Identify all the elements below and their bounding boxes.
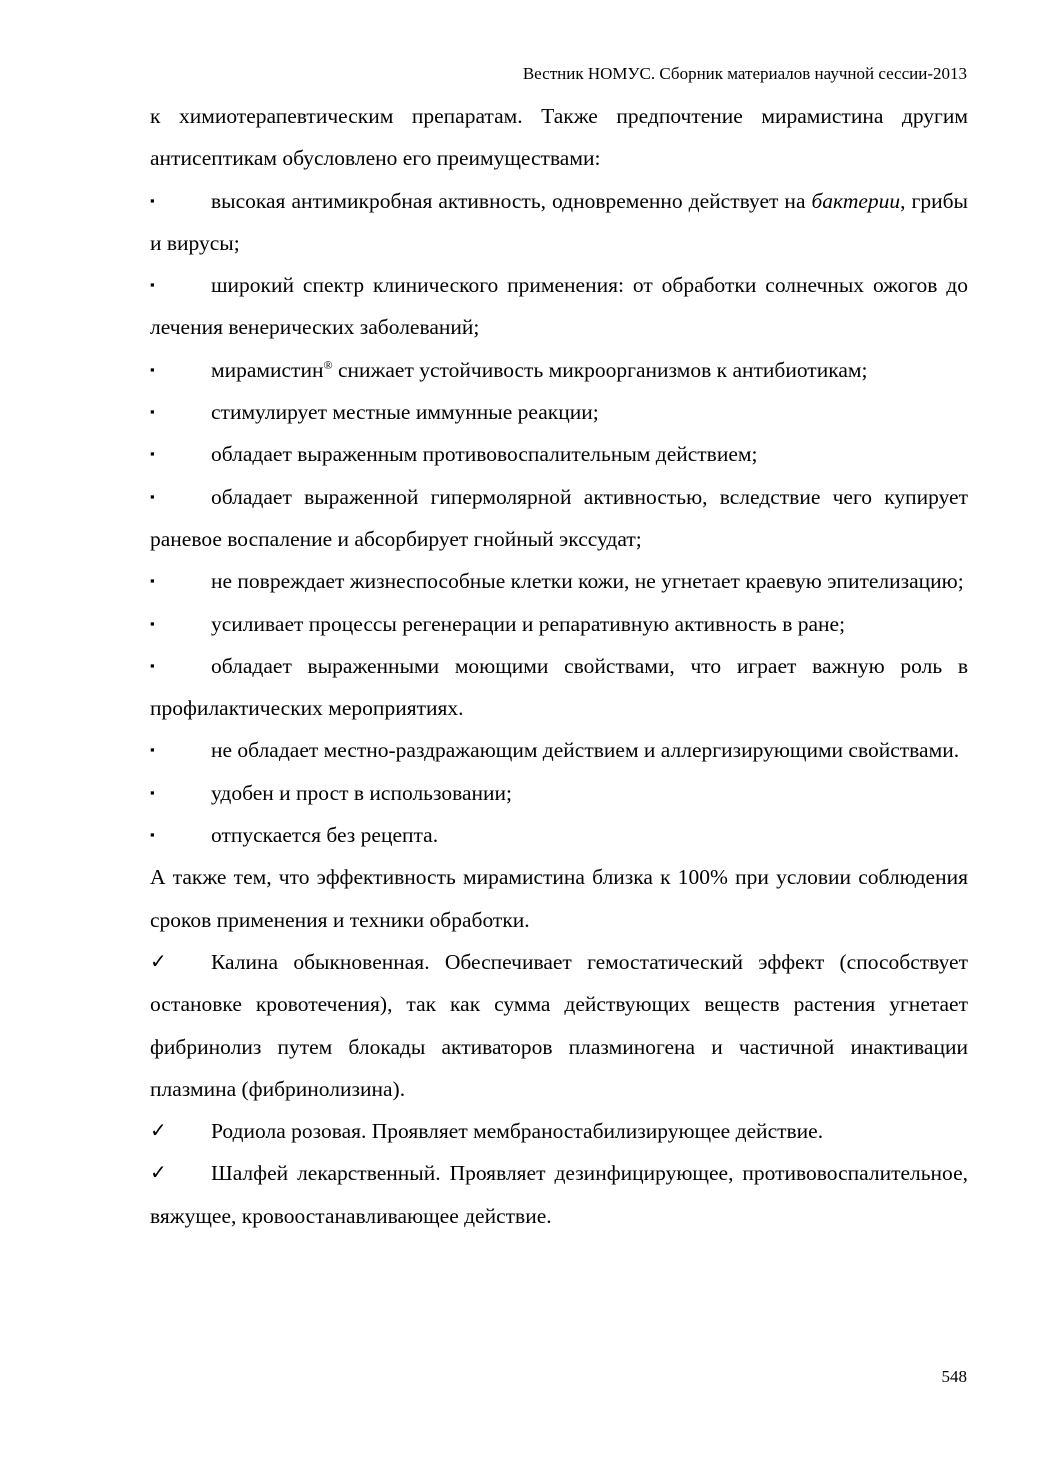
bullet-square-icon: ▪ [150,277,155,293]
item-text: снижает устойчивость микроорганизмов к антибиотикам; [332,357,868,382]
running-header: Вестник НОМУС. Сборник материалов научной сессии-2013 [522,64,967,83]
checkmark-icon: ✓ [150,1120,167,1143]
item-text: не повреждает жизнеспособные клетки кожи, не угнетает краевую эпителизацию; [211,569,964,594]
bullet-square-icon: ▪ [150,192,155,208]
check-item-rhodiola [150,1110,968,1152]
item-text: обладает выраженной гипермолярной активностью, вследствие чего купирует раневое воспаление и абсорбирует гнойный экссудат; [150,484,968,551]
check-item-sage [150,1152,968,1237]
list-item-antimicrobial [150,180,968,265]
item-text: обладает выраженными моющими свойствами, что играет важную роль в профилактических мероприятиях. [150,653,968,721]
bullet-square-icon: ▪ [150,615,155,631]
item-text: Калина обыкновенная. Обеспечивает гемостатический эффект (способствует остановке кровотечения), так как сумма действующих веществ растения угнетает фибринолиз путем блокады активаторов плазминогена и частичной инактивации плазмина (фибринолизина). [150,949,968,1101]
item-text: , грибы и вирусы; [150,188,968,255]
list-item-convenient [150,772,968,814]
efficacy-paragraph: А также тем, что эффективность мирамистина близка к 100% при условии соблюдения сроков применения и техники обработки. [150,865,968,932]
item-text: Родиола розовая. Проявляет мембраностабилизирующее действие. [211,1119,824,1144]
bullet-square-icon: ▪ [150,361,155,377]
bullet-square-icon: ▪ [150,404,155,420]
bullet-square-icon: ▪ [150,827,155,843]
bullet-square-icon: ▪ [150,446,155,462]
bullet-square-icon: ▪ [150,657,155,673]
checkmark-icon: ✓ [150,950,167,973]
item-text: усиливает процессы регенерации и репаративную активность в ране; [211,611,846,636]
item-text: удобен и прост в использовании; [211,780,512,805]
list-item-spectrum [150,264,968,349]
item-text: мирамистин [211,357,324,382]
page-body [150,95,968,1237]
list-item-non-irritant [150,729,968,771]
item-text: не обладает местно-раздражающим действием и аллергизирующими свойствами. [211,738,960,763]
registered-mark: ® [323,357,333,372]
item-text: отпускается без рецепта. [211,823,439,848]
item-text: высокая антимикробная активность, одновременно действует на [211,188,812,213]
list-item-skin-cells [150,560,968,602]
list-item-regeneration [150,603,968,645]
item-text: стимулирует местные иммунные реакции; [211,400,599,425]
list-item-hypermolar [150,476,968,561]
list-item-detergent [150,645,968,730]
intro-paragraph: к химиотерапевтическим препаратам. Также предпочтение мирамистина другим антисептикам обусловлено его преимуществами: [150,104,968,171]
bullet-square-icon: ▪ [150,488,155,504]
page-number: 548 [941,1367,967,1386]
bullet-square-icon: ▪ [150,573,155,589]
list-item-resistance [150,349,968,391]
item-text: Шалфей лекарственный. Проявляет дезинфицирующее, противовоспалительное, вяжущее, кровоостанавливающее действие. [150,1161,968,1228]
item-text: обладает выраженным противовоспалительным действием; [211,442,758,467]
bullet-square-icon: ▪ [150,742,155,758]
item-italic-text: бактерии [811,188,901,213]
check-item-viburnum [150,941,968,1110]
list-item-anti-inflammatory [150,433,968,475]
checkmark-icon: ✓ [150,1162,167,1185]
list-item-immune [150,391,968,433]
bullet-square-icon: ▪ [150,784,155,800]
list-item-otc [150,814,968,856]
item-text: широкий спектр клинического применения: от обработки солнечных ожогов до лечения венерических заболеваний; [150,273,968,340]
